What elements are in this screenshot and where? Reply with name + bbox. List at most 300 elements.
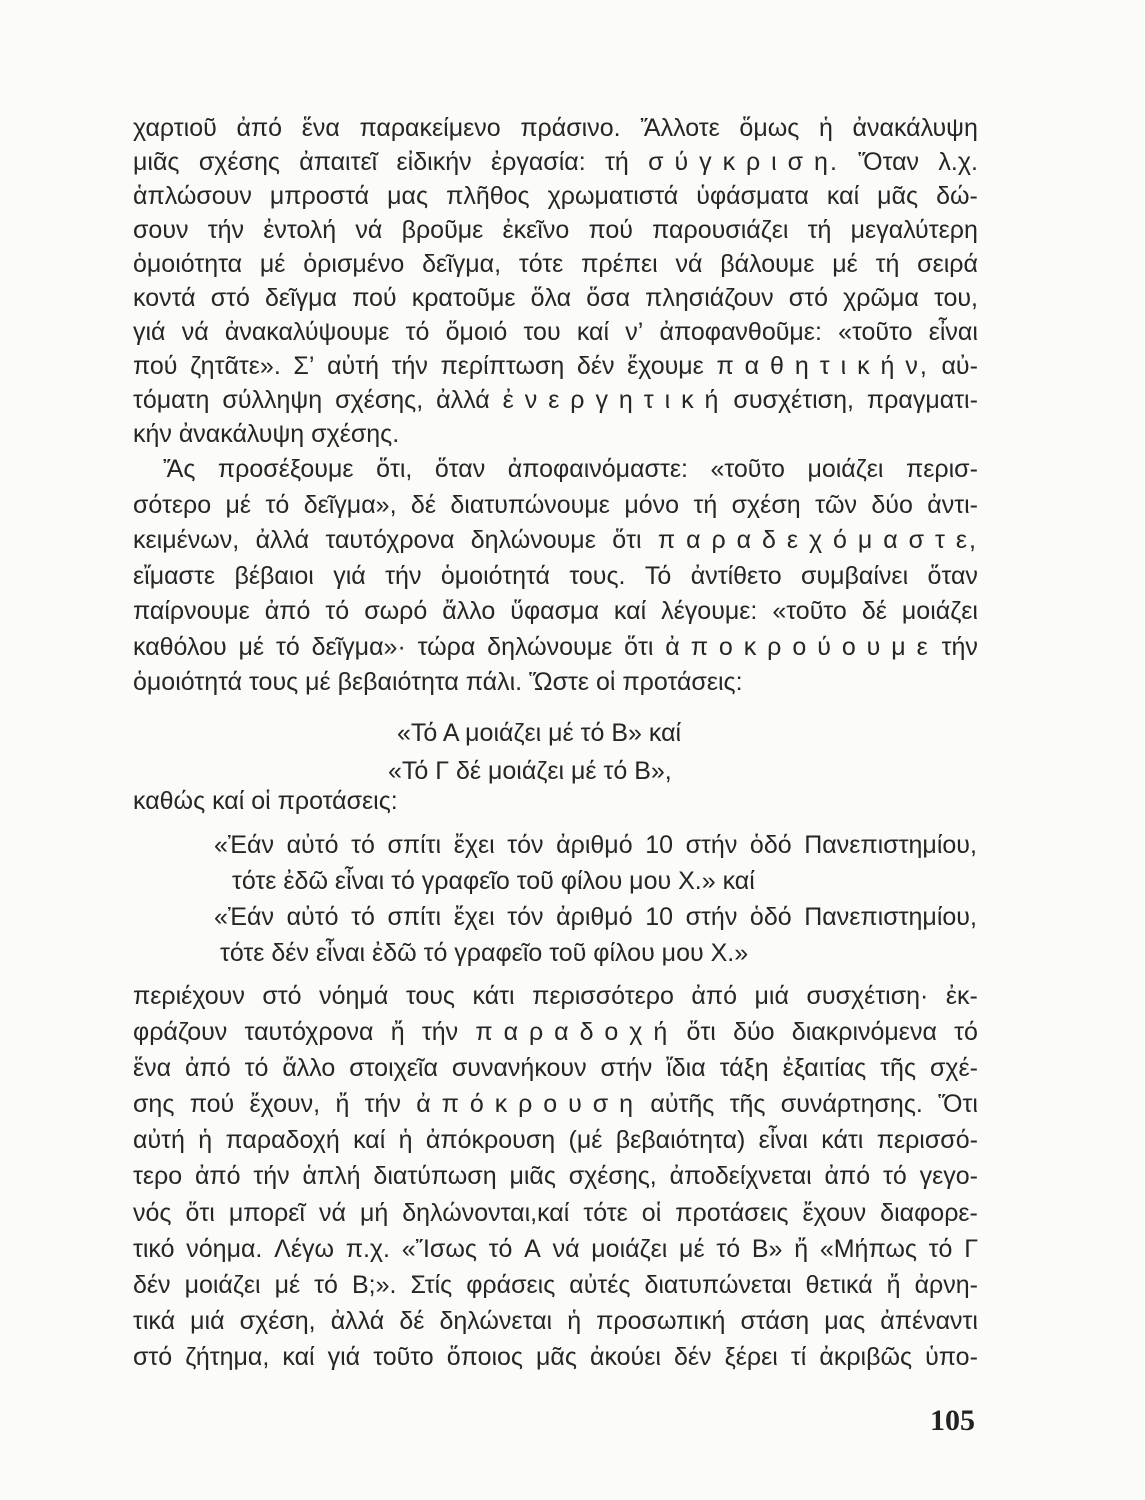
example-statements — [133, 714, 978, 790]
spaced-emphasis: π α ρ α δ ε χ ό μ α σ τ ε, — [657, 526, 978, 554]
word: ἤ — [390, 1018, 405, 1047]
word: αὐτό — [286, 831, 339, 859]
text-line — [133, 1267, 978, 1303]
word: ἡ — [198, 1126, 213, 1155]
word: ἔχει — [453, 903, 495, 931]
word: αὐτές — [569, 1270, 631, 1299]
word: τήν — [421, 1018, 459, 1047]
word: ἀπό — [824, 1162, 871, 1191]
word: στήν — [685, 903, 738, 931]
word: ἐκ- — [945, 982, 978, 1010]
word: προσωπική — [596, 1306, 726, 1335]
word: τήν — [253, 1162, 290, 1191]
word: φράζουν — [133, 1018, 228, 1047]
word: ἀποφαινόμαστε: — [507, 455, 688, 483]
word: ὅτι — [612, 526, 642, 554]
word: ἔχουν — [802, 1198, 867, 1227]
word: μοιάζει — [807, 455, 884, 483]
word: δηλώνεται — [439, 1306, 553, 1335]
word: βροῦμε — [401, 216, 484, 244]
word: δηλώνονται,καί — [402, 1198, 570, 1227]
word: ὅμως — [739, 114, 800, 142]
word: τή — [807, 216, 832, 244]
text-line — [133, 1158, 978, 1194]
paragraph — [133, 978, 978, 1375]
word: ἀνακαλύψουμε — [224, 318, 390, 346]
word: ἤ — [335, 1090, 350, 1119]
word: ὅσα — [586, 284, 631, 312]
word: πραγματι- — [866, 386, 978, 414]
word: τῆς — [880, 1054, 916, 1083]
text-line: καθώς καί οἱ προτάσεις: — [133, 787, 398, 815]
word: Β» — [751, 1234, 783, 1263]
word: διατυπώνεται — [644, 1270, 792, 1299]
word: ὑφάσματα — [696, 182, 809, 210]
word: σης — [133, 1090, 175, 1119]
word: ὅλα — [530, 284, 572, 312]
word: τό — [351, 831, 375, 859]
word: ἀπό — [264, 597, 311, 625]
text-line — [133, 978, 978, 1014]
word: τό — [244, 1054, 269, 1083]
word: ἐξαιτίας — [782, 1054, 867, 1083]
word: ἔχει — [453, 831, 495, 859]
word: δεῖγμα», — [303, 490, 397, 519]
word: μέ — [679, 1234, 705, 1263]
word: μιά — [754, 982, 789, 1010]
word: ταυτόχρονα — [325, 526, 455, 554]
word: τό — [716, 1234, 741, 1263]
word: ἀντίθετο — [690, 561, 782, 590]
word: τό — [882, 1162, 907, 1191]
word: ὅποιος — [446, 1342, 523, 1371]
text-line — [133, 1195, 978, 1231]
word: μιᾶς — [509, 1162, 556, 1191]
word: στάση — [740, 1306, 810, 1335]
word: τικά — [133, 1306, 176, 1335]
word: τό — [265, 490, 290, 519]
word: ἕνα — [133, 1054, 172, 1083]
word: ὅταν — [927, 561, 978, 590]
word: βέβαιοι — [234, 561, 314, 590]
word: τήν — [385, 561, 422, 590]
word: σχέσης, — [335, 386, 424, 414]
page-number: 105 — [930, 1404, 975, 1437]
word: σύλληψη — [222, 386, 323, 414]
word: σχέση, — [239, 1306, 316, 1335]
word: ἐκεῖνο — [502, 216, 570, 244]
example-line: «Τό Α μοιάζει μέ τό Β» καί — [397, 719, 682, 747]
spaced-emphasis: ἀ π ο κ ρ ο ύ ο υ μ ε — [665, 632, 930, 661]
word: τόματη — [133, 386, 210, 414]
word: ζητᾶτε». — [190, 352, 281, 380]
word: ἤ — [794, 1234, 809, 1263]
word: Γ — [964, 1234, 978, 1263]
word: καί — [282, 1342, 315, 1371]
word: ὁμοιότητα — [133, 250, 243, 278]
word: μιά — [190, 1306, 225, 1335]
text-line — [133, 383, 978, 417]
word: μοιάζει — [184, 1270, 261, 1299]
word: δύο — [871, 490, 913, 519]
word: (μέ — [568, 1126, 603, 1155]
word: μέ — [832, 250, 858, 278]
word: δέν — [133, 1270, 171, 1299]
word: κάτι — [472, 982, 515, 1010]
word: τί — [790, 1342, 807, 1371]
word: δεῖγμα»· — [311, 632, 406, 661]
word: ὕφασμα — [510, 597, 599, 625]
word: ξέρει — [724, 1342, 778, 1371]
word: πρέπει — [581, 250, 658, 278]
word: διακρινόμενα — [791, 1018, 937, 1047]
word: πού — [133, 352, 178, 380]
word: σχέση — [731, 490, 801, 519]
word: νά — [318, 1198, 346, 1227]
word: Τό — [644, 561, 672, 590]
word: προτάσεις — [675, 1198, 789, 1227]
word: συνάρτησης. — [780, 1090, 923, 1119]
word: ταυτόχρονα — [244, 1018, 374, 1047]
text-line — [133, 349, 978, 383]
word: τό — [275, 632, 300, 661]
word: ἀπό — [185, 1054, 231, 1083]
word: ἀπαιτεῖ — [299, 148, 378, 176]
word: μπροστά — [269, 182, 370, 210]
word: ἀπό — [691, 982, 737, 1010]
text-line — [133, 1303, 978, 1339]
word: τό — [351, 903, 375, 931]
word: παραδοχή — [225, 1126, 340, 1155]
word: ἀποφανθοῦμε: — [659, 318, 822, 346]
word: στοιχεῖα — [349, 1054, 438, 1083]
word: περίπτωση — [440, 352, 565, 380]
text-line — [133, 523, 978, 559]
word: ἐργασία: — [490, 148, 586, 176]
word: βεβαιότητα) — [615, 1126, 746, 1155]
word: «Μήπως — [819, 1234, 917, 1263]
word: μιᾶς — [133, 148, 180, 176]
text-line — [133, 1231, 978, 1267]
word: δώ- — [936, 182, 978, 210]
word: ἔχουν, — [249, 1090, 321, 1119]
word: καθόλου — [133, 632, 227, 661]
connector-text — [133, 784, 978, 818]
example-line — [214, 827, 977, 863]
word: νά — [675, 250, 703, 278]
word: Λέγω — [274, 1234, 334, 1263]
word: Σ’ — [293, 352, 315, 380]
word: μοιάζει — [591, 1234, 668, 1263]
word: τήν — [207, 216, 244, 244]
word: τάξη — [719, 1054, 769, 1083]
spaced-emphasis: π α ρ α δ ο χ ή — [475, 1018, 670, 1047]
text-line — [133, 559, 978, 595]
word: προσέξουμε — [217, 455, 354, 483]
word: νόημα. — [186, 1234, 263, 1263]
spaced-emphasis: ἐ ν ε ρ γ η τ ι κ ή — [502, 386, 721, 414]
word: ἐντολή — [263, 216, 337, 244]
word: αὐτή — [327, 352, 379, 380]
word: ν’ — [625, 318, 644, 346]
text-line — [133, 1122, 978, 1158]
word: πού — [588, 216, 633, 244]
word: τήν — [391, 352, 428, 380]
word: ἡ — [398, 1126, 413, 1155]
word: τήν — [941, 632, 978, 661]
word: λέγουμε: — [661, 597, 758, 625]
word: νά — [552, 1234, 580, 1263]
word: κοντά — [133, 284, 196, 312]
word: νός — [133, 1198, 172, 1227]
word: μέ — [259, 250, 286, 278]
word: τους. — [569, 561, 626, 590]
word: γιά — [327, 1342, 361, 1371]
text-line — [133, 145, 978, 179]
word: ἄλλο — [282, 1054, 336, 1083]
word: καί — [353, 1126, 386, 1155]
word: χρῶμα — [843, 284, 919, 312]
word: ὅτι, — [376, 455, 413, 483]
word: δύο — [733, 1018, 775, 1047]
text-line — [133, 1050, 978, 1086]
word: ἀποδείχνεται — [669, 1162, 812, 1191]
word: τώρα — [417, 632, 476, 661]
word: δηλώνουμε — [470, 526, 596, 554]
word: σωρό — [364, 597, 428, 625]
word: τή — [875, 250, 900, 278]
word: σπίτι — [387, 903, 442, 931]
word: σουν — [133, 216, 189, 244]
word: τό — [405, 318, 430, 346]
word: θετικά — [805, 1270, 873, 1299]
word: Ἄλλοτε — [640, 114, 720, 142]
example-statements — [214, 827, 977, 971]
word: μέ — [274, 1270, 301, 1299]
word: μας — [387, 182, 429, 210]
word: γιά — [333, 561, 366, 590]
word: μέ — [225, 490, 252, 519]
word: διατύπωση — [373, 1162, 497, 1191]
word: γιά — [133, 318, 166, 346]
word: του — [523, 318, 561, 346]
text-line: κήν ἀνακάλυψη σχέσης. — [133, 420, 400, 448]
word: ἴδια — [666, 1054, 706, 1083]
word: τερο — [133, 1162, 183, 1191]
word: ὑπο- — [925, 1342, 978, 1371]
word: Ὅταν — [858, 148, 920, 176]
word: γεγο- — [919, 1162, 978, 1191]
word: στό — [262, 982, 302, 1010]
word: «Ἐάν — [214, 831, 274, 859]
word: μᾶς — [877, 182, 919, 210]
word: Β;». — [351, 1270, 397, 1299]
word: τότε — [583, 1198, 628, 1227]
text-line — [133, 179, 978, 213]
word: ἀπόκρουση — [425, 1126, 556, 1155]
word: τῶν — [815, 490, 857, 519]
word: σειρά — [917, 250, 978, 278]
word: καί — [576, 318, 610, 346]
word: ἡ — [567, 1306, 582, 1335]
word: φράσεις — [466, 1270, 556, 1299]
text-line — [133, 315, 978, 349]
word: ἀλλά — [330, 1306, 385, 1335]
word: ἡ — [818, 114, 833, 142]
text-line — [133, 594, 978, 630]
paragraph — [133, 111, 978, 451]
text-line — [133, 1086, 978, 1122]
word: σχέσης, — [568, 1162, 657, 1191]
word: περισ- — [906, 455, 978, 483]
word: Α — [524, 1234, 541, 1263]
word: τή — [693, 490, 718, 519]
word: ἕνα — [301, 114, 340, 142]
word: καί — [826, 182, 860, 210]
word: αὐτή — [133, 1126, 185, 1155]
word: τό — [488, 1234, 513, 1263]
word: διατυπώνουμε — [450, 490, 610, 519]
word: ὁρισμένο — [303, 250, 405, 278]
word: Πανεπιστημίου, — [804, 831, 977, 859]
word: ὁμοιότητά — [440, 561, 550, 590]
text-line — [133, 281, 978, 315]
word: συμβαίνει — [801, 561, 909, 590]
word: μέ — [238, 632, 265, 661]
word: μοιάζει — [901, 597, 978, 625]
word: συσχέτιση, — [733, 386, 854, 414]
word: του, — [933, 284, 978, 312]
text-line — [133, 213, 978, 247]
word: ἀνακάλυψη — [852, 114, 978, 142]
word: τους — [405, 982, 455, 1010]
word: οἱ — [641, 1198, 662, 1227]
word: δεῖγμα, — [422, 250, 502, 278]
word: κάτι — [821, 1126, 864, 1155]
word: δηλώνουμε — [487, 632, 613, 661]
word: λ.χ. — [938, 148, 978, 176]
word: τό — [928, 1234, 953, 1263]
word: Ἄς — [163, 455, 196, 483]
word: κειμένων, — [133, 526, 240, 554]
word: εἶναι — [928, 318, 978, 346]
word: συσχέτιση· — [806, 982, 929, 1010]
word: παρουσιάζει — [652, 216, 789, 244]
word: νά — [355, 216, 383, 244]
text-line — [133, 1339, 978, 1375]
word: ἀπό — [194, 1162, 241, 1191]
word: περιέχουν — [133, 982, 245, 1010]
word: στό — [788, 284, 828, 312]
word: τή — [605, 148, 629, 176]
word: χρωματιστά — [547, 182, 679, 210]
word: ὅτι — [624, 632, 654, 661]
word: δέ — [410, 490, 436, 519]
spaced-emphasis: σ ύ γ κ ρ ι σ η. — [648, 148, 839, 176]
word: δέ — [861, 597, 887, 625]
text-line — [133, 111, 978, 145]
word: «τοῦτο — [710, 455, 785, 483]
word: τό — [954, 1018, 978, 1047]
word: ἔχουμε — [627, 352, 704, 380]
word: χαρτιοῦ — [133, 114, 217, 142]
word: νόημά — [319, 982, 389, 1010]
word: π.χ. — [345, 1234, 390, 1263]
word: 10 — [645, 831, 674, 859]
word: τό — [325, 597, 350, 625]
example-line — [214, 899, 977, 935]
word: τοῦτο — [373, 1342, 434, 1371]
word: σπίτι — [387, 831, 442, 859]
spaced-emphasis: ἀ π ό κ ρ ο υ σ η — [416, 1090, 636, 1119]
word: ὁδό — [749, 903, 792, 931]
word: τότε — [518, 250, 564, 278]
word: σχέσης — [198, 148, 280, 176]
word: ὅτι — [686, 1018, 716, 1047]
word: περισσότερο — [532, 982, 674, 1010]
word: δεῖγμα — [265, 284, 337, 312]
example-line: τότε δέν εἶναι ἐδῶ τό γραφεῖο τοῦ φίλου μου Χ.» — [220, 939, 749, 967]
example-line: «Τό Γ δέ μοιάζει μέ τό Β», — [388, 757, 672, 785]
word: ἀρνη- — [914, 1270, 978, 1299]
word: σχέ- — [929, 1054, 978, 1083]
word: ὅταν — [434, 455, 486, 483]
word: πλῆθος — [446, 182, 530, 210]
text-line — [133, 488, 978, 524]
word: ὅμοιό — [445, 318, 508, 346]
word: κρατοῦμε — [411, 284, 516, 312]
word: μεγαλύτερη — [850, 216, 978, 244]
word: μᾶς — [536, 1342, 577, 1371]
text-line — [133, 630, 978, 666]
word: ἀπέναντι — [880, 1306, 978, 1335]
word: πλησιάζουν — [645, 284, 774, 312]
word: μας — [824, 1306, 866, 1335]
word: τήν — [364, 1090, 401, 1119]
word: μή — [359, 1198, 389, 1227]
word: διαφορε- — [880, 1198, 978, 1227]
word: Στίς — [410, 1270, 453, 1299]
word: αὐ- — [941, 352, 978, 380]
word: ὅτι — [185, 1198, 215, 1227]
word: «τοῦτο — [838, 318, 913, 346]
word: ἁπλή — [302, 1162, 361, 1191]
word: μόνο — [624, 490, 680, 519]
word: μπορεῖ — [228, 1198, 305, 1227]
word: Πανεπιστημίου, — [804, 903, 977, 931]
word: Ὅτι — [938, 1090, 978, 1119]
spaced-emphasis: π α θ η τ ι κ ή ν, — [716, 352, 929, 380]
word: αὐτῆς — [650, 1090, 715, 1119]
word: συνανήκουν — [451, 1054, 587, 1083]
word: στήν — [685, 831, 738, 859]
word: δέν — [576, 352, 615, 380]
word: πού — [189, 1090, 235, 1119]
word: πράσινο. — [520, 114, 621, 142]
word: πού — [352, 284, 397, 312]
word: 10 — [645, 903, 674, 931]
word: «Ἴσως — [401, 1234, 477, 1263]
text-line — [133, 1014, 978, 1050]
word: τικό — [133, 1234, 175, 1263]
paragraph — [133, 452, 978, 701]
word: στήν — [600, 1054, 653, 1083]
word: δέ — [399, 1306, 425, 1335]
word: εἰδικήν — [396, 148, 472, 176]
word: εἴμαστε — [133, 561, 216, 590]
word: ἁπλώσουν — [133, 182, 252, 210]
word: ἀλλά — [255, 526, 310, 554]
